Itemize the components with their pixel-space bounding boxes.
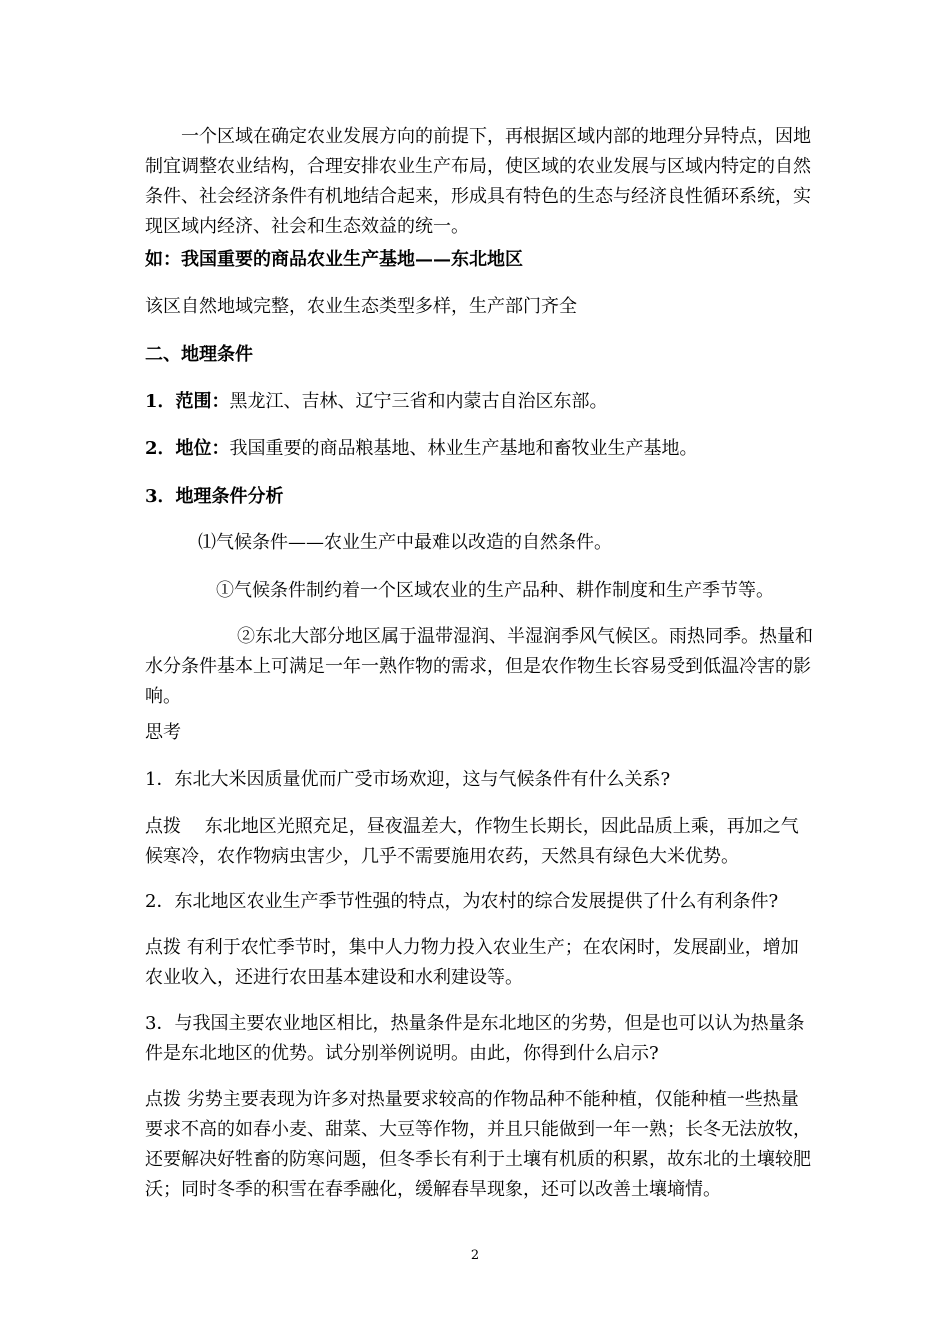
page-number: 2 — [470, 1248, 480, 1263]
item-range-text: 黑龙江、吉林、辽宁三省和内蒙古自治区东部。 — [229, 391, 608, 412]
climate-heading: ⑴气候条件——农业生产中最难以改造的自然条件。 — [198, 532, 612, 553]
item-status-text: 我国重要的商品粮基地、林业生产基地和畜牧业生产基地。 — [229, 438, 698, 459]
answer-1: 点拨 东北地区光照充足，昼夜温差大，作物生长期长，因此品质上乘，再加之气候寒冷，农作物病虫害少，几乎不需要施用农药，天然具有绿色大米优势。 — [145, 816, 799, 867]
answer-3: 点拨 劣势主要表现为许多对热量要求较高的作物品种不能种植，仅能种植一些热量要求不高的如春小麦、甜菜、大豆等作物，并且只能做到一年一熟；长冬无法放牧，还要解决好牲畜的防寒问题，但冬季长有利于土壤有机质的积累，故东北的土壤较肥沃；同时冬季的积雪在春季融化，缓解春旱现象，还可以改善土壤墒情。 — [145, 1089, 811, 1200]
question-1: 1．东北大米因质量优而广受市场欢迎，这与气候条件有什么关系? — [145, 769, 671, 790]
question-2: 2．东北地区农业生产季节性强的特点，为农村的综合发展提供了什么有利条件? — [145, 891, 779, 912]
example-heading: 如：我国重要的商品农业生产基地——东北地区 — [145, 249, 523, 270]
example-text: 该区自然地域完整，农业生态类型多样，生产部门齐全 — [145, 296, 577, 317]
item-status-label: 2．地位： — [145, 438, 230, 459]
intro-paragraph: 一个区域在确定农业发展方向的前提下，再根据区域内部的地理分异特点，因地制宜调整农业结构，合理安排农业生产布局，使区域的农业发展与区域内特定的自然条件、社会经济条件有机地结合起来，形成具有特色的生态与经济良性循环系统，实现区域内经济、社会和生态效益的统一。 — [145, 126, 811, 237]
analysis-heading: 3．地理条件分析 — [145, 486, 284, 507]
section-heading: 二、地理条件 — [145, 344, 253, 365]
question-3: 3．与我国主要农业地区相比，热量条件是东北地区的劣势，但是也可以认为热量条件是东北地区的优势。试分别举例说明。由此，你得到什么启示? — [145, 1013, 805, 1064]
item-range-label: 1．范围： — [145, 391, 230, 412]
think-label: 思考 — [145, 722, 181, 743]
item-status — [145, 434, 815, 464]
item-range — [145, 387, 815, 417]
climate-point-1: ①气候条件制约着一个区域农业的生产品种、耕作制度和生产季节等。 — [216, 580, 774, 601]
answer-2: 点拨 有利于农忙季节时，集中人力物力投入农业生产；在农闲时，发展副业，增加农业收入，还进行农田基本建设和水利建设等。 — [145, 937, 799, 988]
climate-point-2: ②东北大部分地区属于温带湿润、半湿润季风气候区。雨热同季。热量和水分条件基本上可满足一年一熟作物的需求，但是农作物生长容易受到低温冷害的影响。 — [145, 626, 813, 707]
